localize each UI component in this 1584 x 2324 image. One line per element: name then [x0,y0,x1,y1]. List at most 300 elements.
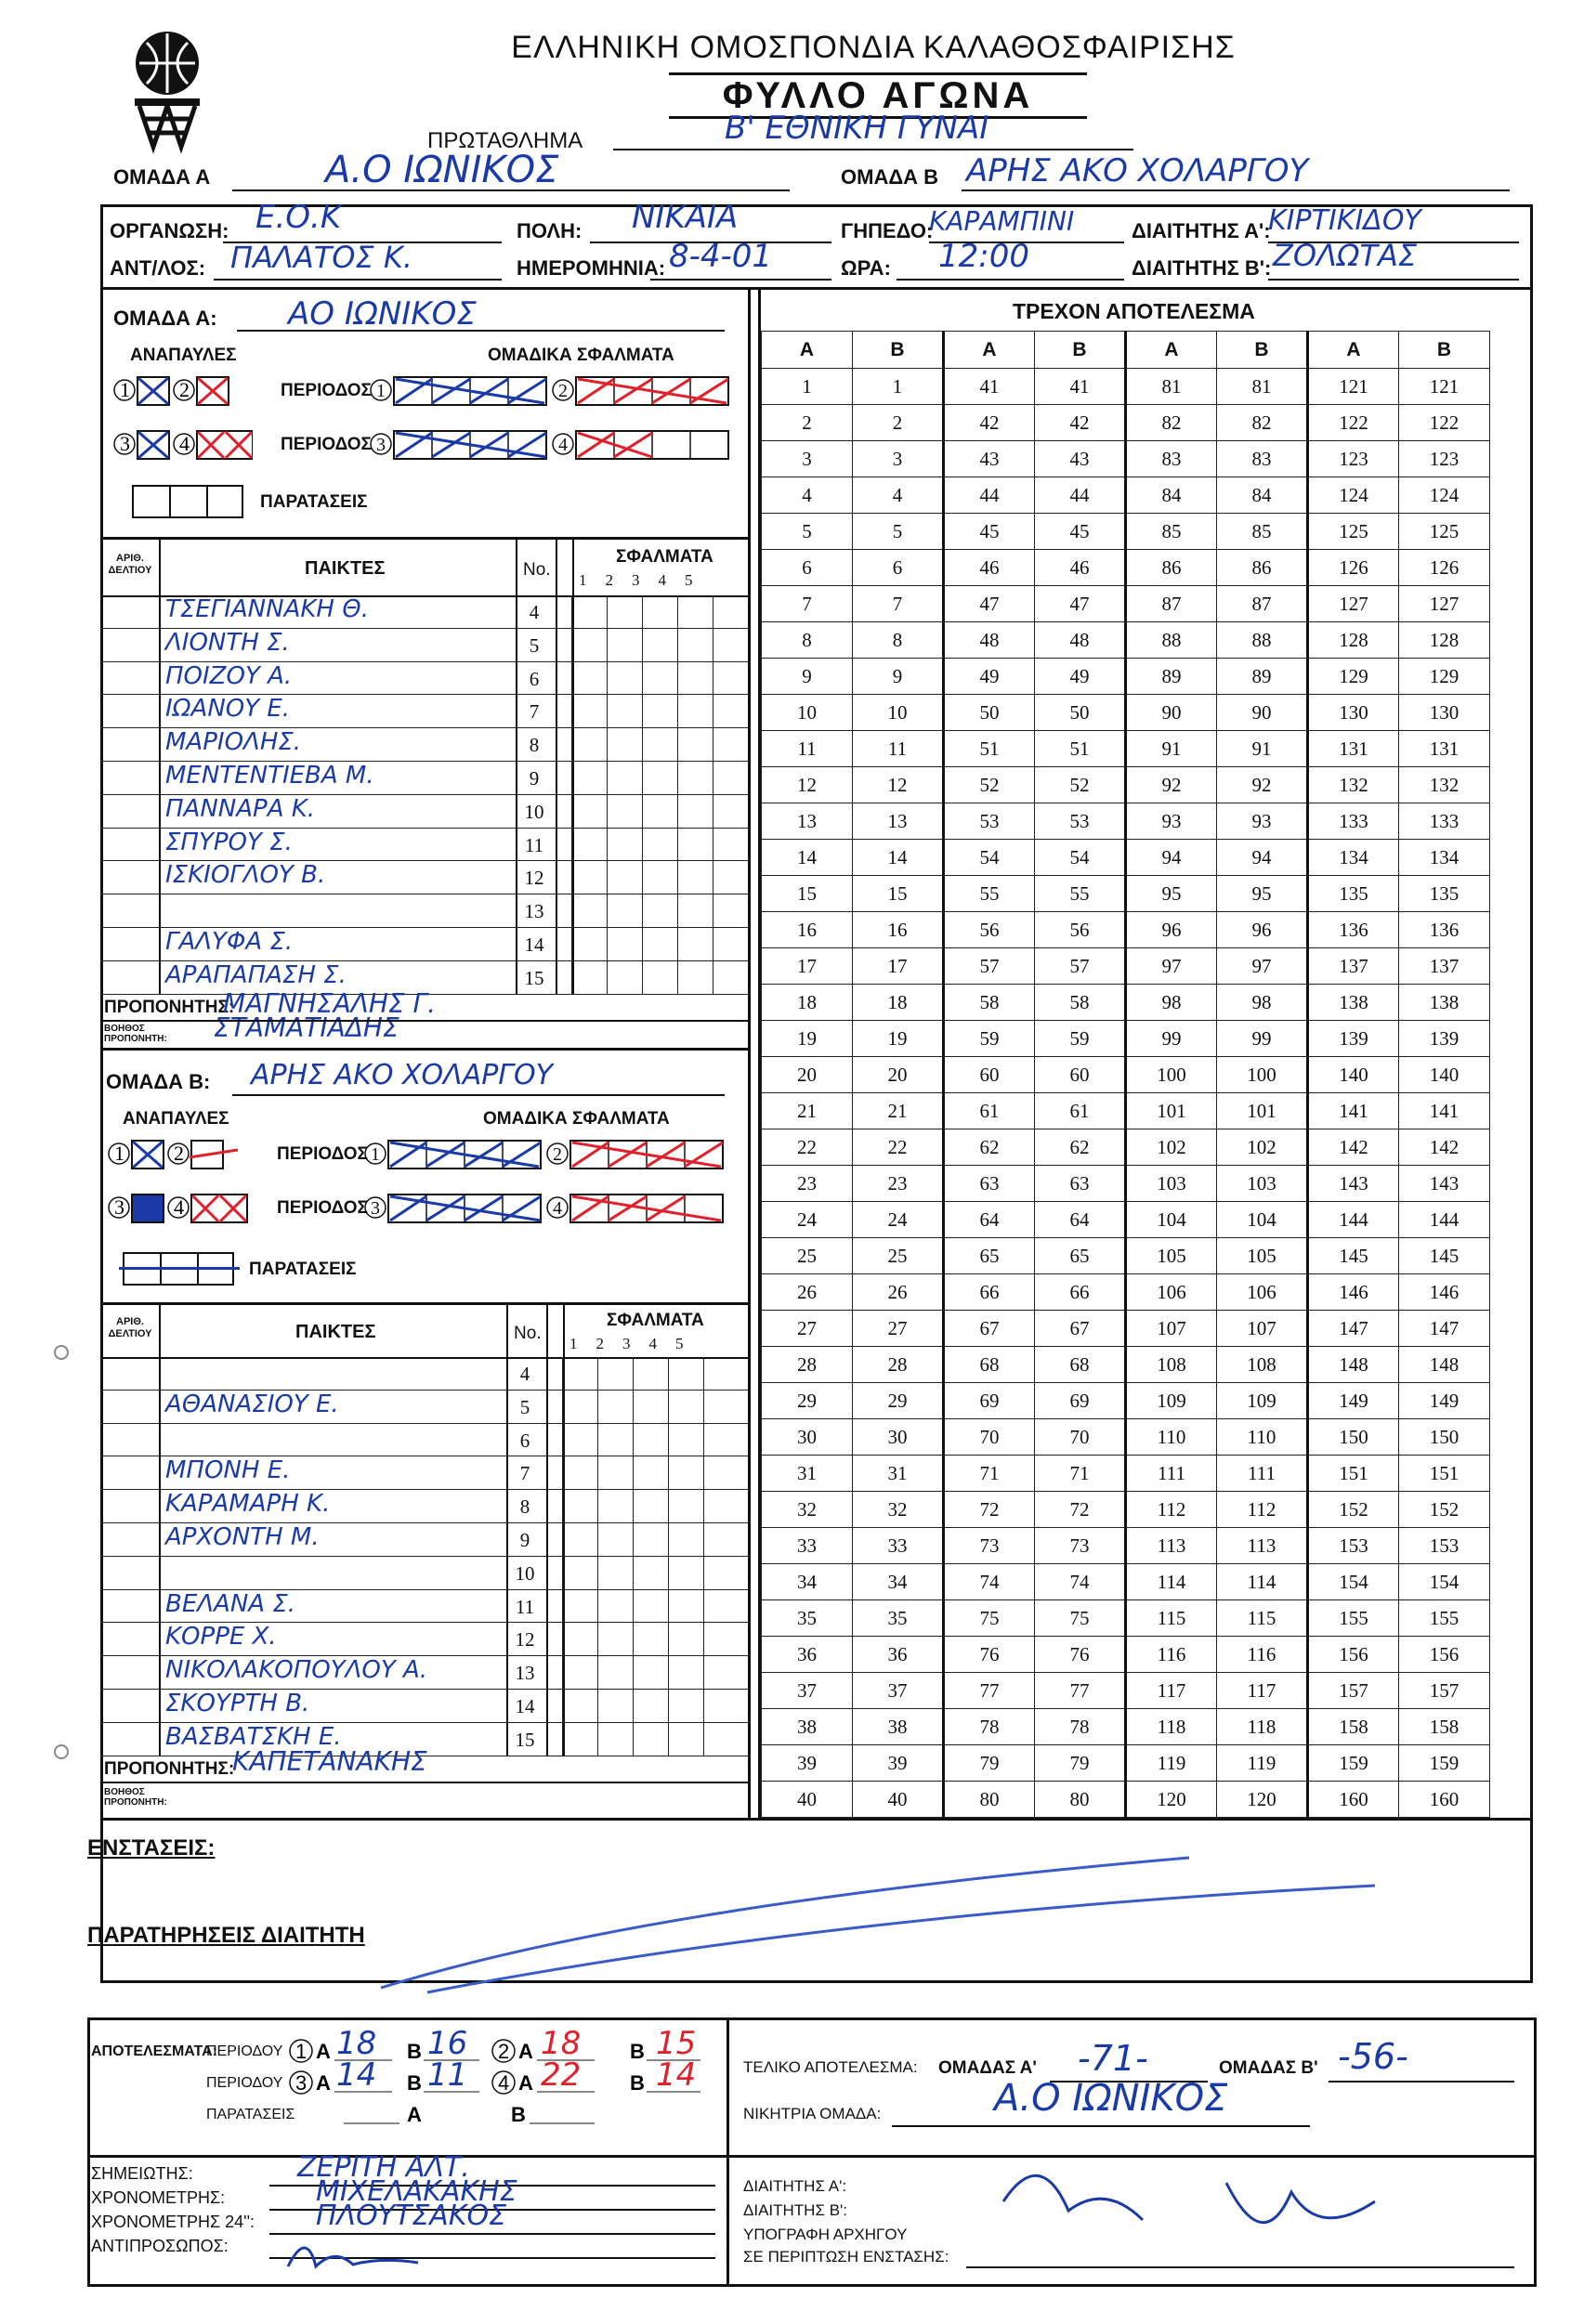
foul-cell [668,1690,703,1723]
player-name: ΚΟΡΡΕ Χ. [165,1623,277,1652]
svg-text:4: 4 [179,432,190,455]
form-title: ΦΥΛΛΟ ΑΓΩΝΑ [669,72,1087,119]
foul-cell [633,1656,668,1690]
score-cell: 68 [944,1347,1035,1383]
score-cell: 8 [853,622,944,659]
svg-text:1: 1 [376,381,386,401]
score-cell: 136 [1399,912,1490,948]
score-cell: 143 [1308,1166,1399,1202]
score-cell: 92 [1217,767,1308,803]
score-row [762,1238,1490,1274]
score-cell: 128 [1308,622,1399,659]
score-cell: 84 [1126,477,1217,514]
score-cell: 89 [1217,659,1308,695]
player-name: ΚΑΡΑΜΑΡΗ Κ. [165,1490,331,1519]
score-cell: 99 [1217,1021,1308,1057]
score-cell: 10 [762,695,853,731]
score-cell: 55 [944,876,1035,912]
score-cell: 135 [1399,876,1490,912]
score-cell: 133 [1399,803,1490,840]
svg-text:B: B [630,2040,645,2063]
foul-cell [597,1623,633,1656]
foul-cell [677,695,713,728]
foul-cell [713,695,748,728]
score-cell: 47 [944,586,1035,622]
player-number: 13 [515,1662,535,1685]
score-cell: 82 [1126,405,1217,441]
score-cell: 15 [853,876,944,912]
score-row [762,1057,1490,1093]
final-team-b-label: ΟΜΑΔΑΣ Β' [1219,2058,1318,2078]
score-cell: 127 [1308,586,1399,622]
score-row [762,1311,1490,1347]
score-cell: 117 [1126,1673,1217,1709]
ref-a-sig-label: ΔΙΑΙΤΗΤΗΣ Α': [743,2177,847,2195]
table-row [100,595,748,629]
score-cell: 52 [1035,767,1126,803]
score-row [762,767,1490,803]
score-cell: 96 [1217,912,1308,948]
score-cell: 34 [762,1564,853,1600]
score-cell: 62 [1035,1129,1126,1166]
team-a-asst-label: ΒΟΗΘΟΣ ΠΡΟΠΟΝΗΤΗ: [104,1024,167,1044]
table-row [100,795,748,829]
foul-cell [633,1456,668,1490]
score-cell: 138 [1399,985,1490,1021]
score-cell: 132 [1399,767,1490,803]
score-cell: 129 [1308,659,1399,695]
p1-a: 18 [336,2025,377,2062]
score-cell: 60 [944,1057,1035,1093]
score-row [762,803,1490,840]
score-cell: 152 [1399,1492,1490,1528]
team-b-overtime-label: ΠΑΡΑΤΑΣΕΙΣ [249,1260,357,1279]
foul-cell [607,595,642,629]
running-score-title: ΤΡΕΧΟΝ ΑΠΟΤΕΛΕΣΜΑ [1013,299,1255,323]
score-cell: 37 [853,1673,944,1709]
score-cell: 136 [1308,912,1399,948]
rep-signature [279,2229,446,2290]
final-team-b-value: -56- [1338,2036,1408,2077]
foul-cell [562,1424,597,1457]
player-number: 14 [515,1695,535,1717]
remarks-strike-lines [372,1848,1394,2002]
score-cell: 155 [1399,1600,1490,1637]
score-cell: 63 [1035,1166,1126,1202]
score-cell: 48 [1035,622,1126,659]
score-cell: 111 [1126,1456,1217,1492]
score-cell: 142 [1308,1129,1399,1166]
score-cell: 77 [944,1673,1035,1709]
rep-label: ΑΝΤΙΠΡΟΣΩΠΟΣ: [91,2237,229,2255]
score-cell: 149 [1308,1383,1399,1419]
score-cell: 96 [1126,912,1217,948]
score-cell: 17 [853,948,944,985]
score-cell: 78 [944,1709,1035,1745]
score-cell: 47 [1035,586,1126,622]
foul-cell [597,1557,633,1590]
team-b-period-label-1: ΠΕΡΙΟΔΟΣ [277,1144,368,1164]
ref-b-label: ΔΙΑΙΤΗΤΗΣ Β': [1132,256,1272,280]
team-a-value: Α.Ο ΙΩΝΙΚΟΣ [325,149,559,191]
team-b-label: ΟΜΑΔΑ Β [841,165,939,189]
score-cell: 106 [1217,1274,1308,1311]
score-cell: 95 [1126,876,1217,912]
svg-text:B: B [407,2071,422,2095]
score-cell: 26 [853,1274,944,1311]
score-cell: 11 [762,731,853,767]
score-cell: 29 [853,1383,944,1419]
score-cell: 107 [1217,1311,1308,1347]
score-cell: 44 [944,477,1035,514]
score-cell: 51 [1035,731,1126,767]
score-cell: 141 [1308,1093,1399,1129]
score-cell: 1 [762,369,853,405]
score-cell: 83 [1217,441,1308,477]
score-cell: 75 [944,1600,1035,1637]
scorer-value: ΖΕΡΙΤΗ ΑΛΤ. [297,2151,470,2184]
score-cell: 140 [1308,1057,1399,1093]
score-cell: 85 [1126,514,1217,550]
p4-b: 14 [656,2056,697,2094]
score-cell: 138 [1308,985,1399,1021]
score-cell: 57 [944,948,1035,985]
foul-cell [703,1390,739,1424]
score-cell: 24 [853,1202,944,1238]
score-cell: 116 [1126,1637,1217,1673]
foul-cell [597,1656,633,1690]
score-cell: 26 [762,1274,853,1311]
score-row [762,912,1490,948]
time-value: 12:00 [938,238,1029,275]
score-cell: 121 [1308,369,1399,405]
foul-cell [633,1690,668,1723]
foul-cell [597,1590,633,1624]
foul-cell [668,1723,703,1756]
score-cell: 9 [762,659,853,695]
table-row [100,1590,748,1624]
results-label: ΑΠΟΤΕΛΕΣΜΑΤΑ: [91,2043,217,2059]
foul-cell [642,795,677,829]
score-cell: 7 [762,586,853,622]
score-cell: 13 [762,803,853,840]
score-cell: 102 [1126,1129,1217,1166]
score-cell: 120 [1126,1782,1217,1818]
score-cell: 60 [1035,1057,1126,1093]
score-cell: 137 [1399,948,1490,985]
foul-cell [677,894,713,928]
foul-cell [607,762,642,795]
table-row [100,728,748,762]
player-number: 12 [524,867,544,890]
score-cell: 123 [1308,441,1399,477]
foul-cell [571,894,607,928]
score-cell: 98 [1126,985,1217,1021]
score-cell: 115 [1126,1600,1217,1637]
foul-cell [607,829,642,862]
score-col-header: Α [762,332,853,369]
team-b-col-no: No. [514,1324,542,1343]
foul-cell [713,795,748,829]
score-cell: 5 [762,514,853,550]
score-cell: 135 [1308,876,1399,912]
score-cell: 33 [762,1528,853,1564]
svg-text:2: 2 [174,1142,184,1165]
org-value: Ε.Ο.Κ [255,199,342,236]
team-b-coach-label: ΠΡΟΠΟΝΗΤΗΣ: [104,1759,235,1779]
score-cell: 7 [853,586,944,622]
score-cell: 81 [1126,369,1217,405]
score-cell: 125 [1308,514,1399,550]
score-cell: 157 [1399,1673,1490,1709]
score-cell: 6 [853,550,944,586]
score-row [762,1600,1490,1637]
foul-cell [571,629,607,662]
score-cell: 87 [1126,586,1217,622]
player-number: 5 [519,1395,530,1418]
foul-cell [703,1523,739,1557]
score-cell: 111 [1217,1456,1308,1492]
foul-cell [703,1690,739,1723]
table-row [100,629,748,662]
timer-label: ΧΡΟΝΟΜΕΤΡΗΣ: [91,2188,226,2207]
referee-signatures [985,2127,1412,2271]
score-cell: 90 [1126,695,1217,731]
score-cell: 75 [1035,1600,1126,1637]
score-cell: 49 [944,659,1035,695]
score-cell: 97 [1217,948,1308,985]
foul-cell [633,1590,668,1624]
score-cell: 77 [1035,1673,1126,1709]
team-a-overtime-boxes [132,485,243,518]
foul-cell [607,961,642,995]
p3-b: 11 [427,2056,468,2094]
score-cell: 58 [1035,985,1126,1021]
federation-logo-icon [116,26,218,156]
score-cell: 14 [853,840,944,876]
score-cell: 130 [1308,695,1399,731]
score-cell: 41 [944,369,1035,405]
team-a-players-table: ΑΡΙΘ. ΔΕΛΤΙΟΥ ΠΑΙΚΤΕΣ No. ΣΦΑΛΜΑΤΑ 12345 4 ΤΣΕΓΙΑΝΝΑΚΗ Θ. 5 ΛΙΟΝΤΗ Σ. 6 ΠΟΙΖΟΥ Α. 7 ΙΩΑΝΟΥ Ε. 8 ΜΑΡΙΟΛΗΣ. 9 ΜΕΝΤΕΝΤΙΕΒΑ Μ. 10 ΠΑΝΝΑΡΑ Κ. 11 ΣΠΥΡΟΥ Σ. 12 ΙΣΚΙΟΓΛΟΥ Β. 13 14 ΓΑΛΥΦΑ Σ. 15 ΑΡΑΠΑΠΑΣΗ Σ. [100,537,748,992]
foul-cell [642,695,677,728]
player-number: 11 [524,833,544,856]
player-number: 6 [529,667,540,690]
score-row [762,622,1490,659]
score-cell: 43 [944,441,1035,477]
table-row [100,861,748,894]
svg-text:A: A [316,2071,331,2095]
score-cell: 9 [853,659,944,695]
foul-cell [703,1357,739,1390]
score-cell: 121 [1399,369,1490,405]
foul-cell [713,829,748,862]
score-col-header: Α [1126,332,1217,369]
score-cell: 6 [762,550,853,586]
score-row [762,1093,1490,1129]
foul-cell [668,1456,703,1490]
foul-cell [668,1390,703,1424]
score-cell: 79 [1035,1745,1126,1782]
table-row [100,1456,748,1490]
overtime-word: ΠΑΡΑΤΑΣΕΙΣ [206,2107,295,2122]
score-cell: 29 [762,1383,853,1419]
score-row [762,1564,1490,1600]
score-cell: 103 [1217,1166,1308,1202]
score-cell: 28 [762,1347,853,1383]
score-cell: 93 [1126,803,1217,840]
player-name: ΛΙΟΝΤΗ Σ. [165,628,290,657]
table-row [100,894,748,928]
score-row [762,514,1490,550]
championship-value: Β' ΕΘΝΙΚΗ ΓΥΝΑΙ [725,110,989,147]
score-cell: 118 [1217,1709,1308,1745]
foul-cell [597,1390,633,1424]
svg-text:B: B [630,2071,645,2095]
score-row [762,876,1490,912]
player-name: ΑΘΑΝΑΣΙΟΥ Ε. [165,1390,339,1418]
table-row [100,1656,748,1690]
foul-cell [668,1523,703,1557]
player-number: 7 [529,700,540,724]
player-name: ΒΑΣΒΑΤΣΚΗ Ε. [165,1722,342,1751]
score-cell: 158 [1399,1709,1490,1745]
team-b-overtime-boxes [123,1252,234,1286]
score-cell: 108 [1126,1347,1217,1383]
player-name: ΒΕΛΑΝΑ Σ. [165,1589,296,1618]
score-cell: 19 [853,1021,944,1057]
score-cell: 20 [762,1057,853,1093]
score-cell: 31 [762,1456,853,1492]
foul-cell [562,1590,597,1624]
score-col-header: Β [853,332,944,369]
team-a-period-label-1: ΠΕΡΙΟΔΟΣ [281,381,372,400]
foul-cell [562,1357,597,1390]
score-cell: 30 [853,1419,944,1456]
foul-cell [642,894,677,928]
foul-cell [668,1490,703,1523]
p1-b: 16 [427,2025,468,2062]
score-cell: 19 [762,1021,853,1057]
foul-cell [562,1690,597,1723]
score-cell: 67 [1035,1311,1126,1347]
svg-text:A: A [316,2040,331,2063]
score-cell: 44 [1035,477,1126,514]
foul-cell [703,1424,739,1457]
team-a-asst-value: ΣΤΑΜΑΤΙΑΔΗΣ [214,1012,399,1043]
foul-cell [642,662,677,696]
score-cell: 25 [762,1238,853,1274]
score-cell: 73 [1035,1528,1126,1564]
score-col-header: Α [1308,332,1399,369]
score-cell: 51 [944,731,1035,767]
score-cell: 50 [944,695,1035,731]
score-cell: 140 [1399,1057,1490,1093]
team-a-label: ΟΜΑΔΑ Α [113,165,211,189]
score-row [762,1709,1490,1745]
score-row [762,948,1490,985]
score-cell: 126 [1308,550,1399,586]
score-cell: 28 [853,1347,944,1383]
score-cell: 4 [762,477,853,514]
team-a-fouls-label: ΟΜΑΔΙΚΑ ΣΦΑΛΜΑΤΑ [488,346,674,365]
score-cell: 156 [1308,1637,1399,1673]
score-cell: 139 [1399,1021,1490,1057]
score-cell: 31 [853,1456,944,1492]
score-cell: 132 [1308,767,1399,803]
team-a-coach-label: ΠΡΟΠΟΝΗΤΗΣ: [104,998,235,1017]
score-cell: 120 [1217,1782,1308,1818]
score-cell: 103 [1126,1166,1217,1202]
score-cell: 139 [1308,1021,1399,1057]
score-cell: 56 [1035,912,1126,948]
foul-cell [677,629,713,662]
table-row [100,1690,748,1723]
player-number: 13 [524,900,544,923]
foul-cell [571,762,607,795]
timer24-label: ΧΡΟΝΟΜΕΤΡΗΣ 24'': [91,2213,255,2231]
player-name: ΙΩΑΝΟΥ Ε. [165,695,291,724]
player-number: 9 [529,767,540,790]
foul-cell [713,762,748,795]
score-cell: 114 [1126,1564,1217,1600]
score-cell: 154 [1399,1564,1490,1600]
score-cell: 13 [853,803,944,840]
svg-text:4: 4 [553,1198,562,1219]
foul-cell [607,928,642,961]
ref-b-sig-label: ΔΙΑΙΤΗΤΗΣ Β': [743,2201,848,2219]
score-cell: 16 [853,912,944,948]
score-row [762,477,1490,514]
player-number: 12 [515,1628,535,1652]
score-cell: 122 [1308,405,1399,441]
score-cell: 109 [1217,1383,1308,1419]
score-cell: 36 [762,1637,853,1673]
foul-cell [703,1656,739,1690]
svg-text:3: 3 [376,435,386,455]
score-row [762,985,1490,1021]
score-cell: 160 [1399,1782,1490,1818]
score-row [762,840,1490,876]
score-cell: 53 [944,803,1035,840]
date-label: ΗΜΕΡΟΜΗΝΙΑ: [517,256,666,280]
score-row [762,1383,1490,1419]
score-cell: 117 [1217,1673,1308,1709]
team-a-col-no: No. [523,560,551,580]
score-cell: 107 [1126,1311,1217,1347]
score-cell: 145 [1399,1238,1490,1274]
score-cell: 42 [1035,405,1126,441]
player-number: 14 [524,934,544,956]
championship-label: ΠΡΩΤΑΘΛΗΜΑ [427,128,583,153]
score-cell: 14 [762,840,853,876]
score-cell: 54 [1035,840,1126,876]
foul-cell [571,861,607,894]
score-cell: 157 [1308,1673,1399,1709]
foul-cell [633,1723,668,1756]
foul-cell [642,861,677,894]
player-number: 5 [529,633,540,657]
score-cell: 89 [1126,659,1217,695]
score-row [762,1129,1490,1166]
score-cell: 46 [1035,550,1126,586]
score-cell: 128 [1399,622,1490,659]
player-number: 8 [519,1495,530,1519]
score-cell: 104 [1217,1202,1308,1238]
table-row [100,662,748,696]
foul-cell [562,1656,597,1690]
foul-cell [713,961,748,995]
score-row [762,1419,1490,1456]
